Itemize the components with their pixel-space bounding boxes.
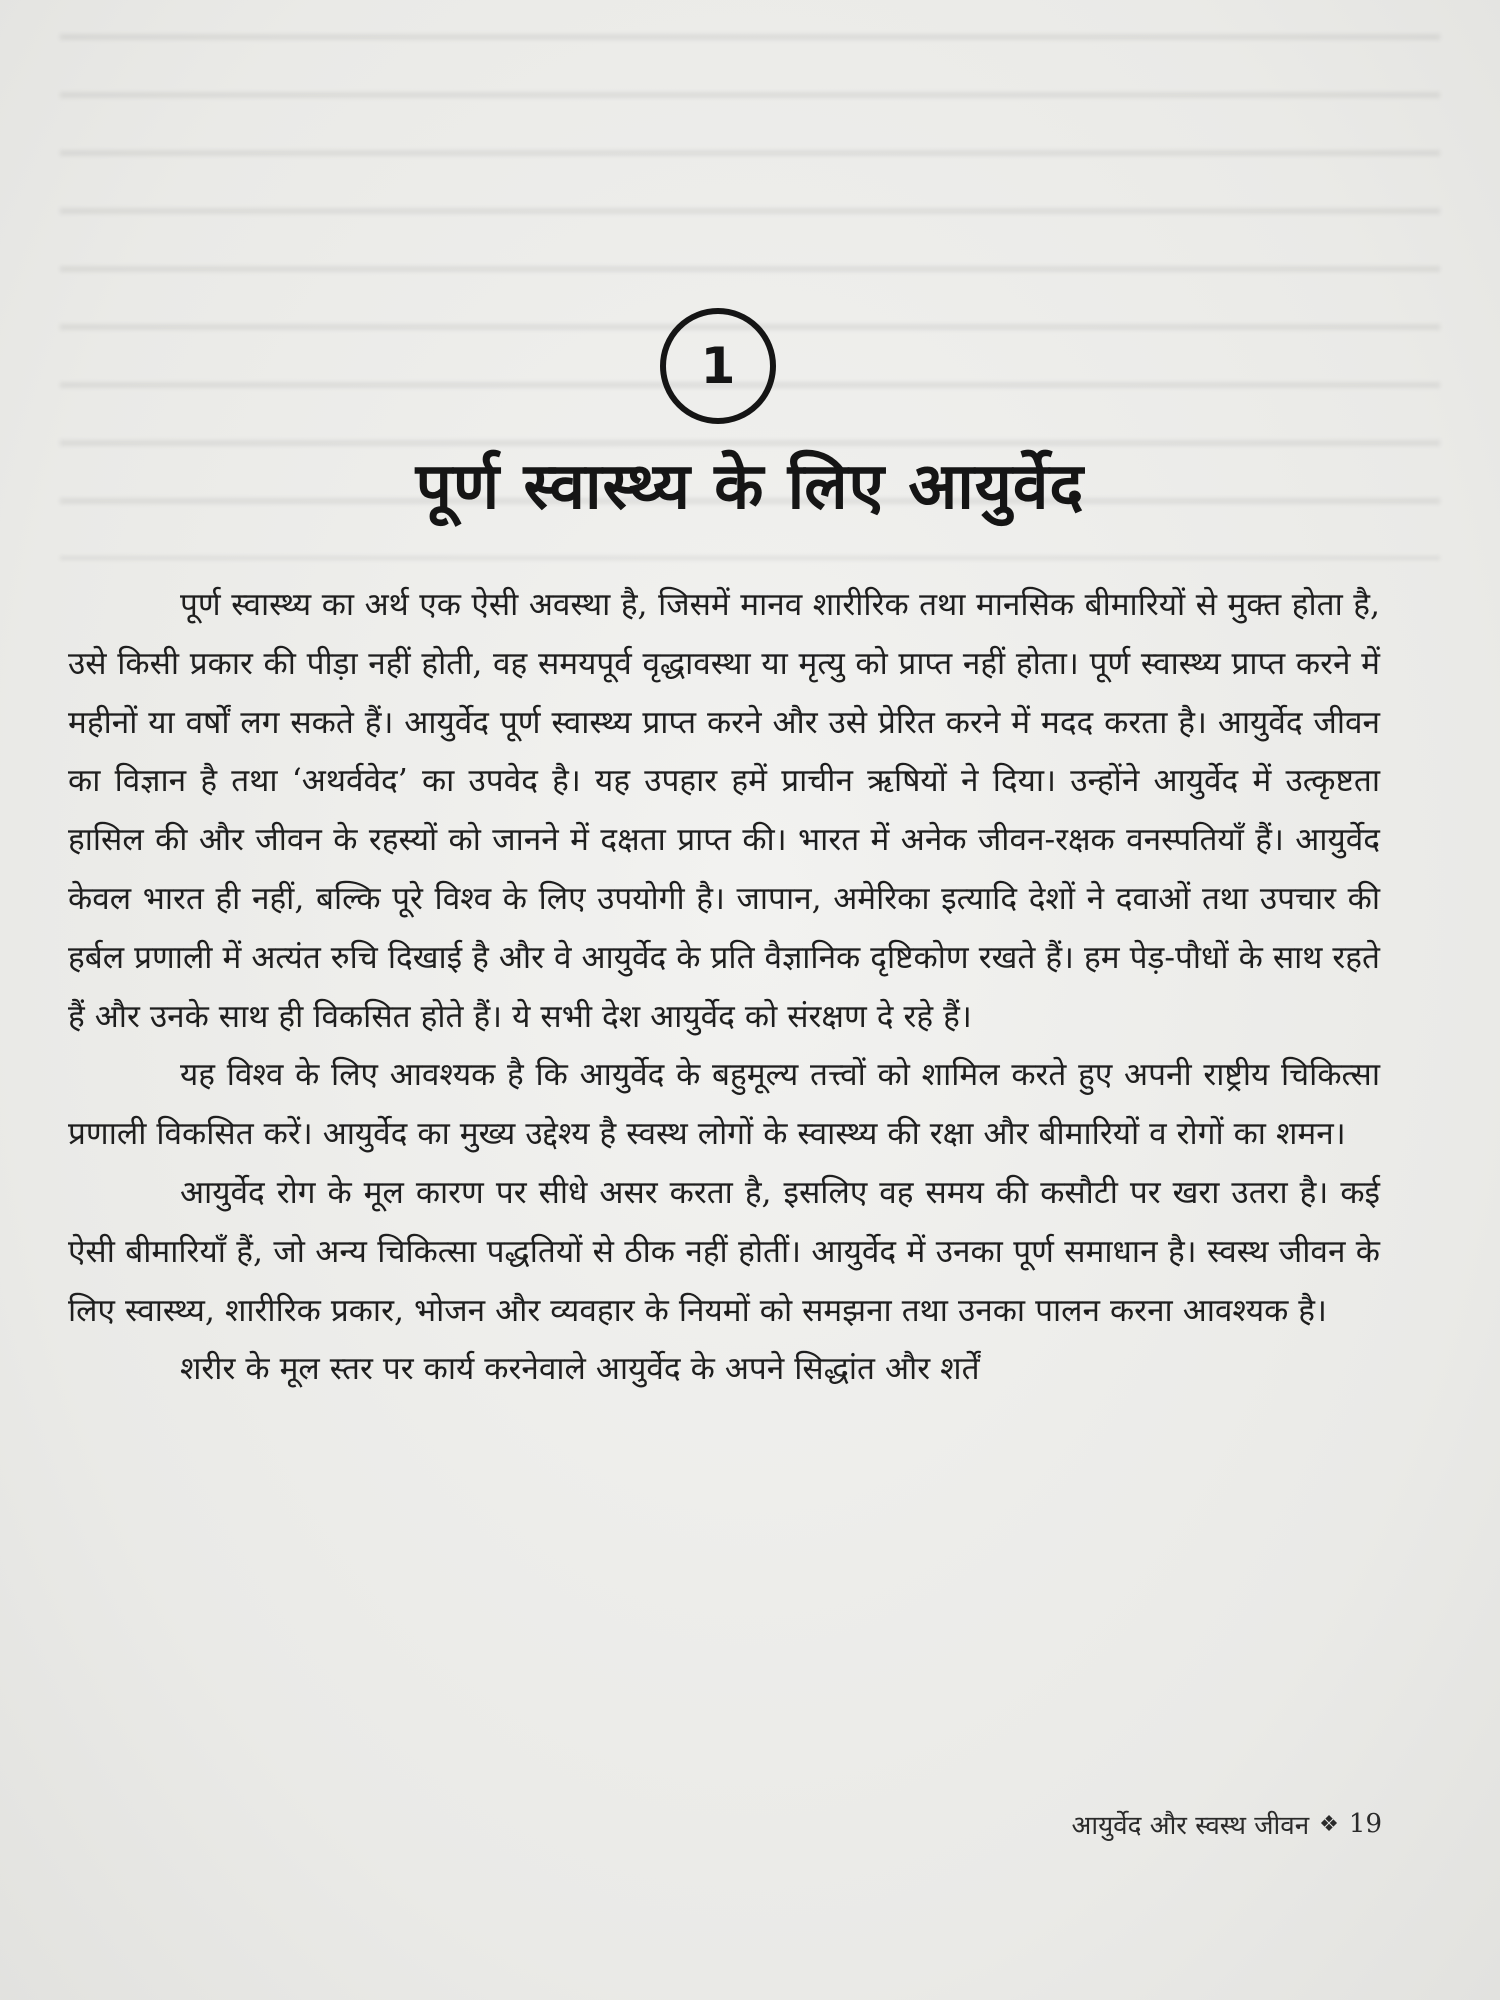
chapter-number: 1 (700, 337, 736, 395)
diamond-ornament-icon: ❖ (1319, 1811, 1339, 1837)
paragraph-3: आयुर्वेद रोग के मूल कारण पर सीधे असर करता है, इसलिए वह समय की कसौटी पर खरा उतरा है। कई ऐसी बीमारियाँ हैं, जो अन्य चिकित्सा पद्धतियों से ठीक नहीं होतीं। आयुर्वेद में उनका पूर्ण समाधान है। स्वस्थ जीवन के लिए स्वास्थ्य, शारीरिक प्रकार, भोजन और व्यवहार के नियमों को समझना तथा उनका पालन करना आवश्यक है। (68, 1174, 1380, 1329)
paragraph-4: शरीर के मूल स्तर पर कार्य करनेवाले आयुर्वेद के अपने सिद्धांत और शर्तें (180, 1351, 980, 1388)
page-footer (1072, 1806, 1382, 1842)
body-text (68, 576, 1380, 1399)
chapter-number-circle (660, 308, 776, 424)
chapter-title: पूर्ण स्वास्थ्य के लिए आयुर्वेद (415, 450, 1085, 524)
paragraph-1: पूर्ण स्वास्थ्य का अर्थ एक ऐसी अवस्था है, जिसमें मानव शारीरिक तथा मानसिक बीमारियों से मुक्त होता है, उसे किसी प्रकार की पीड़ा नहीं होती, वह समयपूर्व वृद्धावस्था या मृत्यु को प्राप्त नहीं होता। पूर्ण स्वास्थ्य प्राप्त करने में महीनों या वर्षों लग सकते हैं। आयुर्वेद पूर्ण स्वास्थ्य प्राप्त करने और उसे प्रेरित करने में मदद करता है। आयुर्वेद जीवन का विज्ञान है तथा ‘अथर्ववेद’ का उपवेद है। यह उपहार हमें प्राचीन ऋषियों ने दिया। उन्होंने आयुर्वेद में उत्कृष्टता हासिल की और जीवन के रहस्यों को जानने में दक्षता प्राप्त की। भारत में अनेक जीवन-रक्षक वनस्पतियाँ हैं। आयुर्वेद केवल भारत ही नहीं, बल्कि पूरे विश्व के लिए उपयोगी है। जापान, अमेरिका इत्यादि देशों ने दवाओं तथा उपचार की हर्बल प्रणाली में अत्यंत रुचि दिखाई है और वे आयुर्वेद के प्रति वैज्ञानिक दृष्टिकोण रखते हैं। हम पेड़-पौधों के साथ रहते हैं और उनके साथ ही विकसित होते हैं। ये सभी देश आयुर्वेद को संरक्षण दे रहे हैं। (68, 587, 1380, 1035)
page-number: 19 (1348, 1809, 1382, 1839)
footer-book-title: आयुर्वेद और स्वस्थ जीवन (1071, 1811, 1310, 1841)
paragraph-2: यह विश्व के लिए आवश्यक है कि आयुर्वेद के बहुमूल्य तत्त्वों को शामिल करते हुए अपनी राष्ट्रीय चिकित्सा प्रणाली विकसित करें। आयुर्वेद का मुख्य उद्देश्य है स्वस्थ लोगों के स्वास्थ्य की रक्षा और बीमारियों व रोगों का शमन। (68, 1057, 1380, 1153)
